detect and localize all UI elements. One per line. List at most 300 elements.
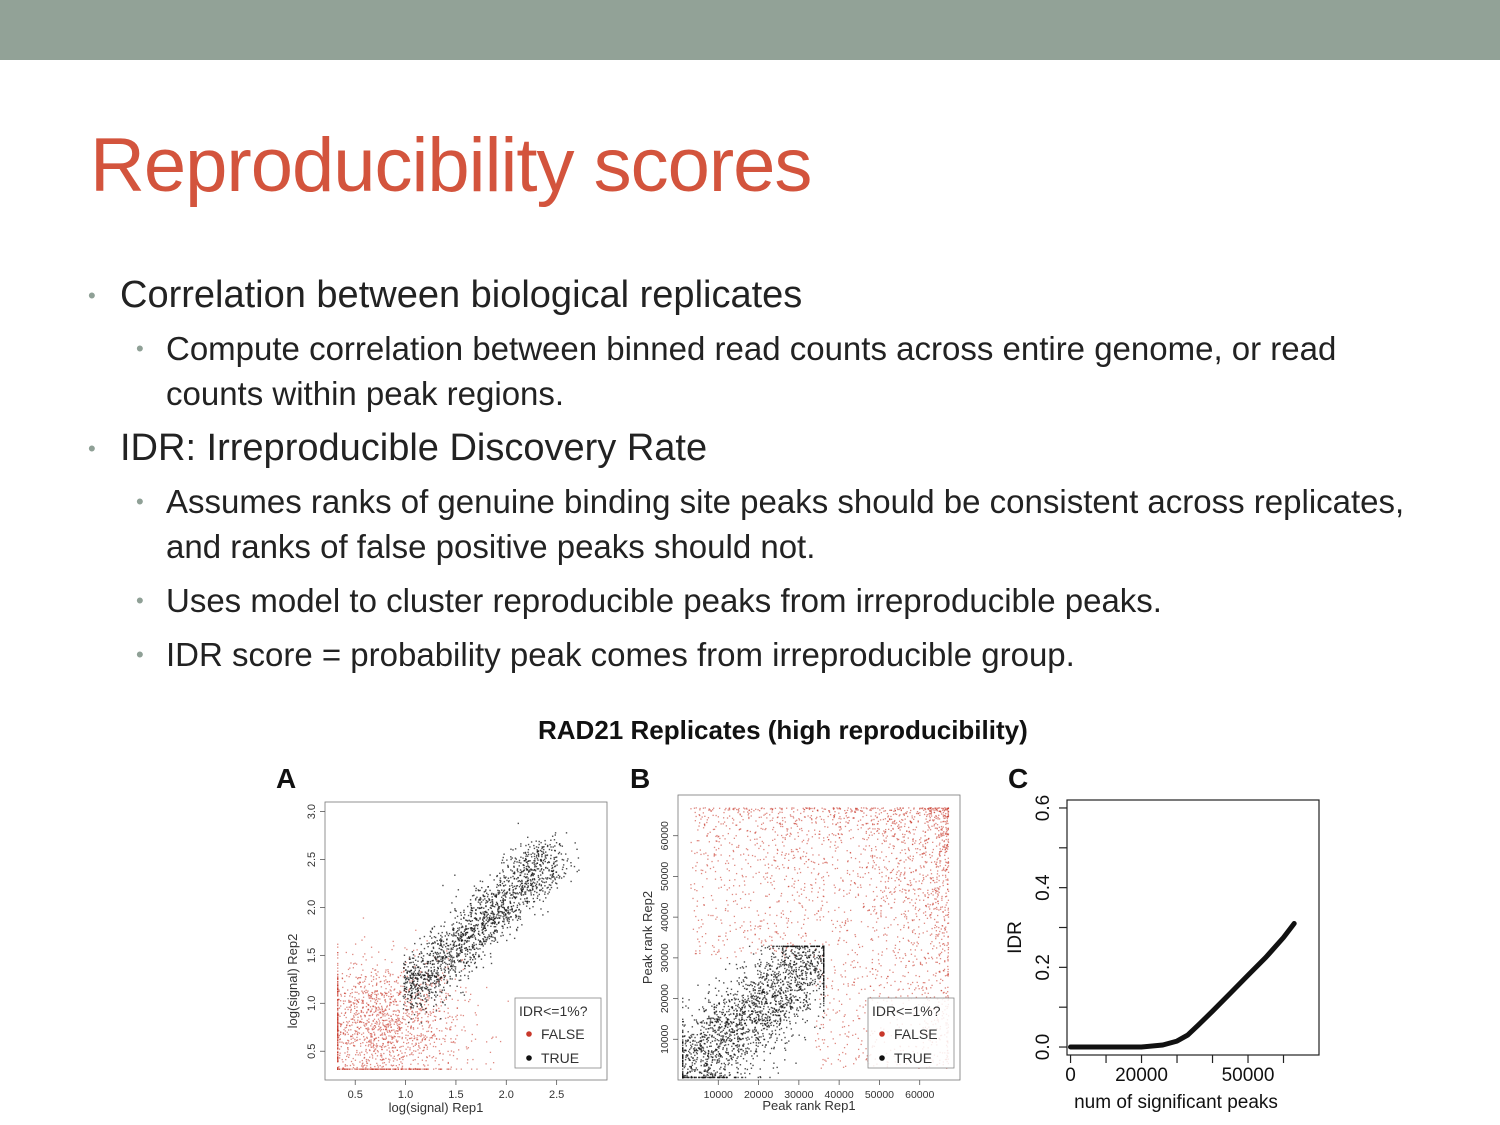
point-false [714, 855, 715, 856]
point-false [760, 928, 761, 929]
point-true [411, 986, 412, 987]
point-false [841, 1004, 842, 1005]
point-false [840, 1060, 841, 1061]
point-false [394, 981, 395, 982]
point-false [838, 940, 839, 941]
point-false [364, 953, 365, 954]
point-true [455, 966, 456, 967]
point-false [850, 910, 851, 911]
point-false [400, 992, 401, 993]
point-true [417, 1006, 418, 1007]
point-false [927, 918, 928, 919]
point-false [695, 812, 696, 813]
point-true [434, 983, 435, 984]
point-false [383, 1066, 384, 1067]
point-true [503, 914, 504, 915]
point-false [422, 1068, 423, 1069]
point-false [906, 811, 907, 812]
point-true [550, 855, 551, 856]
point-false [386, 1030, 387, 1031]
point-false [880, 916, 881, 917]
point-true [474, 927, 475, 928]
point-true [534, 864, 535, 865]
point-true [553, 862, 554, 863]
point-true [520, 843, 521, 844]
point-true [511, 906, 512, 907]
point-true [415, 973, 416, 974]
point-true [455, 917, 456, 918]
point-false [872, 865, 873, 866]
point-false [915, 848, 916, 849]
point-true [497, 890, 498, 891]
point-true [438, 974, 439, 975]
point-false [768, 928, 769, 929]
point-false [793, 817, 794, 818]
point-true [501, 904, 502, 905]
point-false [397, 1036, 398, 1037]
point-true [432, 950, 433, 951]
point-false [436, 1038, 437, 1039]
point-true [426, 999, 427, 1000]
point-false [918, 943, 919, 944]
point-true [403, 963, 404, 964]
point-false [705, 807, 706, 808]
point-false [716, 849, 717, 850]
point-false [944, 845, 945, 846]
point-false [363, 1025, 364, 1026]
point-false [907, 995, 908, 996]
point-true [544, 840, 545, 841]
point-true [497, 884, 498, 885]
point-false [428, 1022, 429, 1023]
sub-bullet-text: Uses model to cluster reproducible peaks from irreproducible peaks. [166, 582, 1162, 619]
point-true [483, 967, 484, 968]
point-false [725, 863, 726, 864]
point-false [343, 1000, 344, 1001]
point-true [465, 925, 466, 926]
point-true [472, 936, 473, 937]
point-false [910, 810, 911, 811]
point-false [897, 807, 898, 808]
point-true [497, 904, 498, 905]
point-true [502, 859, 503, 860]
point-false [894, 899, 895, 900]
point-false [397, 982, 398, 983]
point-false [845, 821, 846, 822]
point-false [394, 1024, 395, 1025]
point-false [376, 1023, 377, 1024]
point-false [346, 1007, 347, 1008]
point-true [463, 918, 464, 919]
point-false [426, 1056, 427, 1057]
point-false [773, 859, 774, 860]
point-false [784, 954, 785, 955]
point-false [759, 837, 760, 838]
point-false [740, 898, 741, 899]
point-false [375, 990, 376, 991]
point-false [444, 983, 445, 984]
point-false [936, 882, 937, 883]
point-false [844, 925, 845, 926]
point-true [446, 948, 447, 949]
point-false [928, 906, 929, 907]
point-false [386, 1049, 387, 1050]
point-false [389, 1051, 390, 1052]
point-true [437, 952, 438, 953]
point-true [519, 904, 520, 905]
point-true [460, 923, 461, 924]
point-false [399, 1001, 400, 1002]
point-true [481, 958, 482, 959]
point-false [907, 922, 908, 923]
point-false [861, 827, 862, 828]
point-false [904, 843, 905, 844]
point-true [404, 955, 405, 956]
point-false [898, 809, 899, 810]
point-false [397, 1040, 398, 1041]
point-false [492, 1037, 493, 1038]
point-false [388, 1047, 389, 1048]
point-false [944, 950, 945, 951]
point-false [801, 905, 802, 906]
point-true [538, 877, 539, 878]
point-true [470, 921, 471, 922]
point-false [432, 1037, 433, 1038]
point-true [433, 971, 434, 972]
point-true [543, 869, 544, 870]
point-true [459, 927, 460, 928]
point-true [512, 876, 513, 877]
point-false [915, 975, 916, 976]
point-true [442, 946, 443, 947]
point-false [898, 879, 899, 880]
point-false [907, 983, 908, 984]
point-true [512, 887, 513, 888]
point-true [484, 898, 485, 899]
point-false [803, 809, 804, 810]
point-true [465, 950, 466, 951]
point-false [929, 908, 930, 909]
point-false [360, 986, 361, 987]
point-true [419, 988, 420, 989]
point-true [469, 971, 470, 972]
point-false [376, 1043, 377, 1044]
point-true [456, 949, 457, 950]
point-false [395, 1011, 396, 1012]
point-true [462, 926, 463, 927]
point-false [696, 862, 697, 863]
point-false [378, 1007, 379, 1008]
point-false [857, 1015, 858, 1016]
legend-marker-true [526, 1055, 532, 1061]
point-false [712, 945, 713, 946]
point-true [523, 852, 524, 853]
point-true [451, 924, 452, 925]
point-false [337, 1008, 338, 1009]
point-false [406, 1068, 407, 1069]
point-false [381, 1068, 382, 1069]
point-true [479, 902, 480, 903]
point-false [356, 992, 357, 993]
point-false [408, 1002, 409, 1003]
point-false [464, 1030, 465, 1031]
point-false [407, 1016, 408, 1017]
point-true [499, 880, 500, 881]
point-false [379, 1022, 380, 1023]
point-false [426, 1031, 427, 1032]
point-false [427, 996, 428, 997]
point-false [387, 1032, 388, 1033]
point-false [402, 1046, 403, 1047]
point-true [427, 973, 428, 974]
point-false [704, 816, 705, 817]
point-false [337, 976, 338, 977]
point-false [751, 809, 752, 810]
point-false [374, 1035, 375, 1036]
point-false [907, 898, 908, 899]
point-false [861, 921, 862, 922]
point-false [718, 936, 719, 937]
point-false [817, 809, 818, 810]
point-false [875, 815, 876, 816]
point-false [874, 930, 875, 931]
point-false [690, 884, 691, 885]
point-false [829, 834, 830, 835]
point-false [355, 943, 356, 944]
point-true [537, 898, 538, 899]
point-false [825, 941, 826, 942]
point-false [901, 891, 902, 892]
point-true [503, 907, 504, 908]
point-false [423, 1050, 424, 1051]
point-true [516, 858, 517, 859]
point-false [750, 831, 751, 832]
point-true [468, 940, 469, 941]
point-true [551, 865, 552, 866]
point-true [499, 873, 500, 874]
point-false [847, 918, 848, 919]
point-false [405, 1049, 406, 1050]
point-false [407, 1035, 408, 1036]
point-false [837, 1011, 838, 1012]
point-false [832, 819, 833, 820]
point-false [368, 1041, 369, 1042]
point-true [420, 993, 421, 994]
point-false [819, 999, 820, 1000]
point-true [537, 858, 538, 859]
point-false [804, 915, 805, 916]
point-false [373, 976, 374, 977]
point-false [385, 988, 386, 989]
point-false [905, 914, 906, 915]
point-false [352, 1018, 353, 1019]
point-false [366, 1024, 367, 1025]
point-true [432, 928, 433, 929]
point-false [719, 936, 720, 937]
point-false [832, 988, 833, 989]
point-false [337, 1057, 338, 1058]
point-true [481, 926, 482, 927]
point-true [470, 903, 471, 904]
point-true [467, 940, 468, 941]
point-false [349, 1002, 350, 1003]
point-false [337, 954, 338, 955]
point-false [927, 892, 928, 893]
point-false [408, 1031, 409, 1032]
point-true [484, 941, 485, 942]
point-false [792, 816, 793, 817]
point-false [913, 905, 914, 906]
point-false [469, 999, 470, 1000]
point-true [525, 856, 526, 857]
point-false [397, 1020, 398, 1021]
point-false [365, 992, 366, 993]
point-false [391, 949, 392, 950]
point-true [472, 954, 473, 955]
point-false [912, 817, 913, 818]
point-false [352, 1034, 353, 1035]
point-false [935, 962, 936, 963]
point-false [449, 1016, 450, 1017]
point-false [404, 947, 405, 948]
point-false [453, 1055, 454, 1056]
point-true [426, 1001, 427, 1002]
point-false [390, 975, 391, 976]
point-true [481, 924, 482, 925]
point-true [493, 933, 494, 934]
point-false [792, 944, 793, 945]
point-false [925, 896, 926, 897]
point-false [419, 1013, 420, 1014]
point-false [369, 1041, 370, 1042]
point-false [809, 899, 810, 900]
point-false [350, 974, 351, 975]
point-true [417, 973, 418, 974]
point-true [443, 979, 444, 980]
point-false [384, 1013, 385, 1014]
point-false [851, 880, 852, 881]
point-false [382, 1015, 383, 1016]
point-false [917, 848, 918, 849]
point-false [922, 964, 923, 965]
point-true [410, 1003, 411, 1004]
point-false [367, 1020, 368, 1021]
bullet-dot: • [88, 283, 96, 308]
point-false [349, 967, 350, 968]
point-true [510, 869, 511, 870]
point-true [410, 999, 411, 1000]
point-true [418, 956, 419, 957]
point-true [449, 933, 450, 934]
point-true [544, 885, 545, 886]
point-false [942, 839, 943, 840]
bullet-list [88, 272, 1428, 686]
point-false [342, 977, 343, 978]
point-false [385, 1001, 386, 1002]
point-false [835, 850, 836, 851]
point-true [503, 898, 504, 899]
point-true [448, 972, 449, 973]
point-false [364, 936, 365, 937]
point-false [946, 904, 947, 905]
point-true [541, 851, 542, 852]
point-false [806, 843, 807, 844]
point-true [528, 860, 529, 861]
point-true [486, 914, 487, 915]
point-false [766, 817, 767, 818]
point-false [890, 985, 891, 986]
point-false [918, 985, 919, 986]
point-false [726, 825, 727, 826]
point-true [411, 974, 412, 975]
point-false [445, 1028, 446, 1029]
point-false [377, 990, 378, 991]
point-true [427, 953, 428, 954]
point-true [505, 914, 506, 915]
point-false [704, 905, 705, 906]
point-false [935, 818, 936, 819]
point-false [409, 1017, 410, 1018]
point-false [867, 823, 868, 824]
point-true [539, 890, 540, 891]
point-false [390, 1022, 391, 1023]
point-true [531, 894, 532, 895]
point-false [935, 902, 936, 903]
point-true [461, 931, 462, 932]
point-false [451, 1022, 452, 1023]
point-false [854, 882, 855, 883]
point-false [341, 1013, 342, 1014]
point-true [467, 954, 468, 955]
point-false [347, 1068, 348, 1069]
point-false [890, 907, 891, 908]
point-false [891, 878, 892, 879]
point-false [852, 1035, 853, 1036]
point-false [848, 985, 849, 986]
point-false [389, 984, 390, 985]
point-true [526, 866, 527, 867]
point-false [448, 995, 449, 996]
point-true [412, 988, 413, 989]
point-false [745, 894, 746, 895]
point-false [806, 834, 807, 835]
point-false [893, 811, 894, 812]
point-false [351, 1004, 352, 1005]
point-false [939, 843, 940, 844]
point-true [450, 951, 451, 952]
point-false [359, 1028, 360, 1029]
point-true [556, 871, 557, 872]
point-false [945, 862, 946, 863]
point-false [412, 1054, 413, 1055]
point-false [337, 1028, 338, 1029]
point-true [438, 968, 439, 969]
point-true [525, 877, 526, 878]
point-false [346, 1025, 347, 1026]
point-false [490, 1068, 491, 1069]
point-false [442, 1053, 443, 1054]
point-false [348, 1029, 349, 1030]
point-false [435, 1060, 436, 1061]
point-true [520, 916, 521, 917]
point-false [943, 831, 944, 832]
point-false [856, 1010, 857, 1011]
point-false [394, 1056, 395, 1057]
point-true [460, 975, 461, 976]
point-false [846, 815, 847, 816]
point-false [363, 1065, 364, 1066]
point-false [350, 1035, 351, 1036]
